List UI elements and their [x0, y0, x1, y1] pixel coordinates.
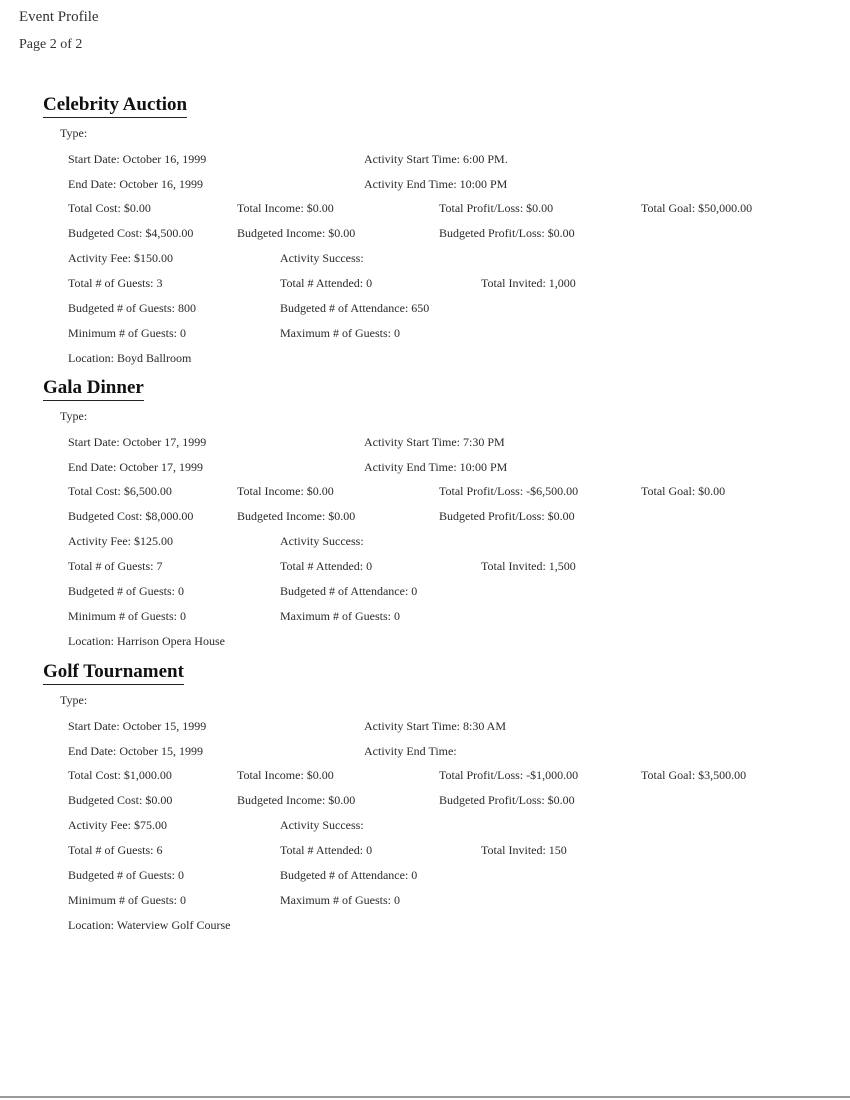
scan-edge-line [0, 1096, 850, 1098]
event-type: Type: [60, 693, 88, 707]
total-cost: Total Cost: $6,500.00 [68, 484, 172, 498]
budgeted-guests: Budgeted # of Guests: 0 [68, 868, 184, 882]
activity-start-time: Activity Start Time: 6:00 PM. [364, 152, 508, 166]
event-type: Type: [60, 409, 88, 423]
minimum-guests: Minimum # of Guests: 0 [68, 609, 187, 623]
total-income: Total Income: $0.00 [237, 484, 334, 498]
activity-end-time: Activity End Time: 10:00 PM [364, 460, 508, 474]
total-income: Total Income: $0.00 [237, 201, 334, 215]
total-goal: Total Goal: $3,500.00 [641, 768, 747, 782]
budgeted-income: Budgeted Income: $0.00 [237, 793, 356, 807]
budgeted-attendance: Budgeted # of Attendance: 0 [280, 584, 418, 598]
total-goal: Total Goal: $50,000.00 [641, 201, 753, 215]
budgeted-cost: Budgeted Cost: $4,500.00 [68, 226, 194, 240]
total-cost: Total Cost: $1,000.00 [68, 768, 172, 782]
event-title: Celebrity Auction [43, 94, 187, 118]
activity-start-time: Activity Start Time: 7:30 PM [364, 435, 505, 449]
budgeted-cost: Budgeted Cost: $8,000.00 [68, 509, 194, 523]
total-profit-loss: Total Profit/Loss: -$1,000.00 [439, 768, 579, 782]
event-section-celebrity-auction [0, 94, 850, 391]
total-invited: Total Invited: 1,000 [481, 276, 576, 290]
location: Location: Boyd Ballroom [68, 351, 192, 365]
activity-end-time: Activity End Time: 10:00 PM [364, 177, 508, 191]
budgeted-profit-loss: Budgeted Profit/Loss: $0.00 [439, 226, 575, 240]
budgeted-guests: Budgeted # of Guests: 0 [68, 584, 184, 598]
activity-fee: Activity Fee: $75.00 [68, 818, 167, 832]
minimum-guests: Minimum # of Guests: 0 [68, 326, 187, 340]
total-goal: Total Goal: $0.00 [641, 484, 726, 498]
budgeted-guests: Budgeted # of Guests: 800 [68, 301, 196, 315]
start-date: Start Date: October 17, 1999 [68, 435, 207, 449]
activity-success: Activity Success: [280, 251, 364, 265]
activity-success: Activity Success: [280, 818, 364, 832]
page-number: Page 2 of 2 [19, 37, 83, 52]
total-invited: Total Invited: 150 [481, 843, 567, 857]
total-cost: Total Cost: $0.00 [68, 201, 151, 215]
total-profit-loss: Total Profit/Loss: -$6,500.00 [439, 484, 579, 498]
total-attended: Total # Attended: 0 [280, 559, 373, 573]
total-income: Total Income: $0.00 [237, 768, 334, 782]
report-title: Event Profile [19, 9, 99, 25]
end-date: End Date: October 16, 1999 [68, 177, 203, 191]
total-profit-loss: Total Profit/Loss: $0.00 [439, 201, 554, 215]
activity-fee: Activity Fee: $150.00 [68, 251, 173, 265]
budgeted-cost: Budgeted Cost: $0.00 [68, 793, 173, 807]
total-attended: Total # Attended: 0 [280, 843, 373, 857]
end-date: End Date: October 17, 1999 [68, 460, 203, 474]
activity-success: Activity Success: [280, 534, 364, 548]
budgeted-attendance: Budgeted # of Attendance: 650 [280, 301, 430, 315]
total-attended: Total # Attended: 0 [280, 276, 373, 290]
location: Location: Harrison Opera House [68, 634, 225, 648]
event-title: Golf Tournament [43, 661, 184, 685]
budgeted-profit-loss: Budgeted Profit/Loss: $0.00 [439, 793, 575, 807]
end-date: End Date: October 15, 1999 [68, 744, 203, 758]
maximum-guests: Maximum # of Guests: 0 [280, 893, 400, 907]
total-guests: Total # of Guests: 3 [68, 276, 163, 290]
budgeted-income: Budgeted Income: $0.00 [237, 509, 356, 523]
location: Location: Waterview Golf Course [68, 918, 231, 932]
activity-start-time: Activity Start Time: 8:30 AM [364, 719, 507, 733]
maximum-guests: Maximum # of Guests: 0 [280, 609, 400, 623]
event-title: Gala Dinner [43, 377, 144, 401]
event-section-gala-dinner [0, 377, 850, 674]
activity-fee: Activity Fee: $125.00 [68, 534, 173, 548]
budgeted-income: Budgeted Income: $0.00 [237, 226, 356, 240]
total-guests: Total # of Guests: 6 [68, 843, 163, 857]
minimum-guests: Minimum # of Guests: 0 [68, 893, 187, 907]
total-guests: Total # of Guests: 7 [68, 559, 163, 573]
total-invited: Total Invited: 1,500 [481, 559, 576, 573]
budgeted-profit-loss: Budgeted Profit/Loss: $0.00 [439, 509, 575, 523]
maximum-guests: Maximum # of Guests: 0 [280, 326, 400, 340]
start-date: Start Date: October 16, 1999 [68, 152, 207, 166]
activity-end-time: Activity End Time: [364, 744, 457, 758]
start-date: Start Date: October 15, 1999 [68, 719, 207, 733]
event-type: Type: [60, 126, 88, 140]
event-section-golf-tournament [0, 661, 850, 958]
budgeted-attendance: Budgeted # of Attendance: 0 [280, 868, 418, 882]
